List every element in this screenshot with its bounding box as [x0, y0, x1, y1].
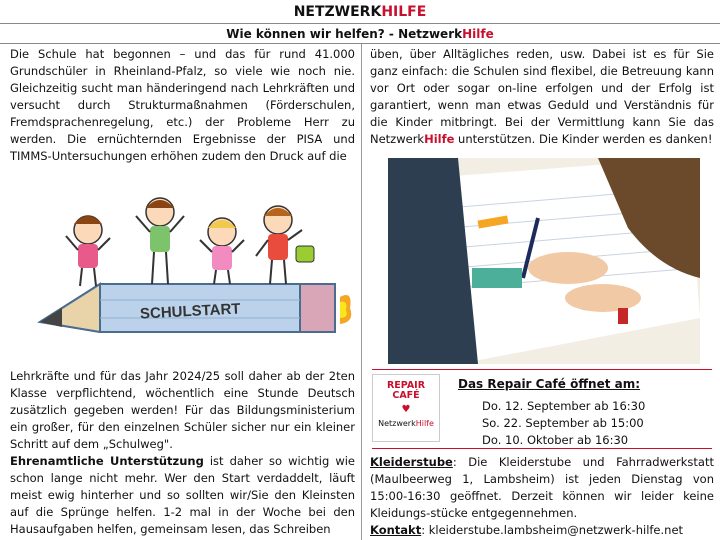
- logo-hilfe: Hilfe: [415, 419, 434, 428]
- ehrenamt-label: Ehrenamtliche Unterstützung: [10, 454, 204, 468]
- continuation-paragraph: [10, 368, 355, 538]
- repair-date-1: Do. 12. September ab 16:30: [482, 399, 646, 413]
- schulstart-label: SCHULSTART: [139, 300, 241, 323]
- kleiderstube-text: : Die Kleiderstube und Fahrradwerkstatt (Maulbeerweg 1, Lambsheim) ist jeden Dienstag von 15:00-16:30 geöffnet. Derzeit können wir leider keine Kleidungs-stücke entgegennehmen.: [370, 455, 714, 520]
- logo-net: Netzwerk: [378, 419, 416, 428]
- para2-text: Lehrkräfte und für das Jahr 2024/25 soll daher ab der 2ten Klasse verpflichtend, wöchentlich eine Stunde Deutsch zusätzlich gegeben werden! Für das Bildungsministerium ein großer, für den einzelnen Schüler sicher nur ein kleiner Schritt auf dem „Schulweg".: [10, 369, 355, 451]
- help-paragraph: [370, 46, 714, 148]
- brand-part1: NETZWERK: [293, 4, 382, 20]
- contact-label: Kontakt: [370, 523, 422, 537]
- repair-cafe-logo: [372, 374, 440, 442]
- right-column: [362, 44, 720, 540]
- repair-title: Das Repair Café öffnet am:: [458, 377, 641, 391]
- brand-part2: HILFE: [381, 4, 427, 20]
- subtitle-main: Wie können wir helfen? - Netzwerk: [226, 27, 463, 41]
- repair-date-2: So. 22. September ab 15:00: [482, 416, 644, 430]
- contact-line: [370, 522, 714, 539]
- logo-cafe: CAFÉ: [392, 390, 420, 401]
- subtitle-hilfe: Hilfe: [462, 27, 494, 41]
- kleiderstube-label: Kleiderstube: [370, 455, 453, 469]
- intro-paragraph: Die Schule hat begonnen – und das für rund 41.000 Grundschüler in Rheinland-Pfalz, so viele wie noch nie. Gleichzeitig sucht man händeringend nach Lehrkräften und versucht durch Strukturmaßnahmen (Förderschulen, Fremdsprachenregelung, etc.) der Probleme Herr zu werden. Die ernüchternden Ergebnisse der PISA und TIMMS-Untersuchungen erhöhen zudem den Druck auf die: [10, 47, 355, 163]
- repair-divider-bottom: [372, 448, 712, 449]
- repair-divider-top: [372, 369, 712, 370]
- para3a-text: üben, über Alltägliches reden, usw. Dabei ist es für Sie ganz einfach: die Schulen sind flexibel, die Betreuung kann vor Ort oder sogar on-line erfolgen und der Erfolg ist garantiert, wenn man etwas Geduld und Verständnis für die Kinder mitbringt. Bei der Vermittlung kann Sie das Netzwerk: [370, 47, 714, 146]
- para2b-text: ist daher so wichtig wie schon lange nicht mehr. Wer den Start verdaddelt, läuft meist ewig hinterher und so sollten wir/Sie den Kleinsten auf die Sprünge helfen. 1-2 mal in der Woche bei den Hausaufgaben helfen, gemeinsam lesen, das Schreiben: [10, 454, 355, 536]
- schulstart-illustration: [10, 172, 355, 358]
- para3b-text: unterstützen. Die Kinder werden es danken!: [454, 132, 713, 146]
- logo-repair: REPAIR: [386, 380, 426, 391]
- repair-dates: [482, 398, 645, 449]
- heart-icon: ♥: [401, 404, 411, 415]
- kids-icon: [66, 198, 314, 286]
- para3-hilfe: Hilfe: [424, 132, 455, 146]
- flame-icon: [340, 295, 351, 324]
- newsletter-brand: [0, 0, 720, 24]
- page-subtitle: [0, 24, 720, 44]
- homework-photo: [388, 158, 700, 364]
- contact-email[interactable]: : kleiderstube.lambsheim@netzwerk-hilfe.net: [421, 523, 684, 537]
- repair-date-3: Do. 10. Oktober ab 16:30: [482, 433, 629, 447]
- kleiderstube-paragraph: [370, 454, 714, 522]
- left-column: [0, 44, 362, 540]
